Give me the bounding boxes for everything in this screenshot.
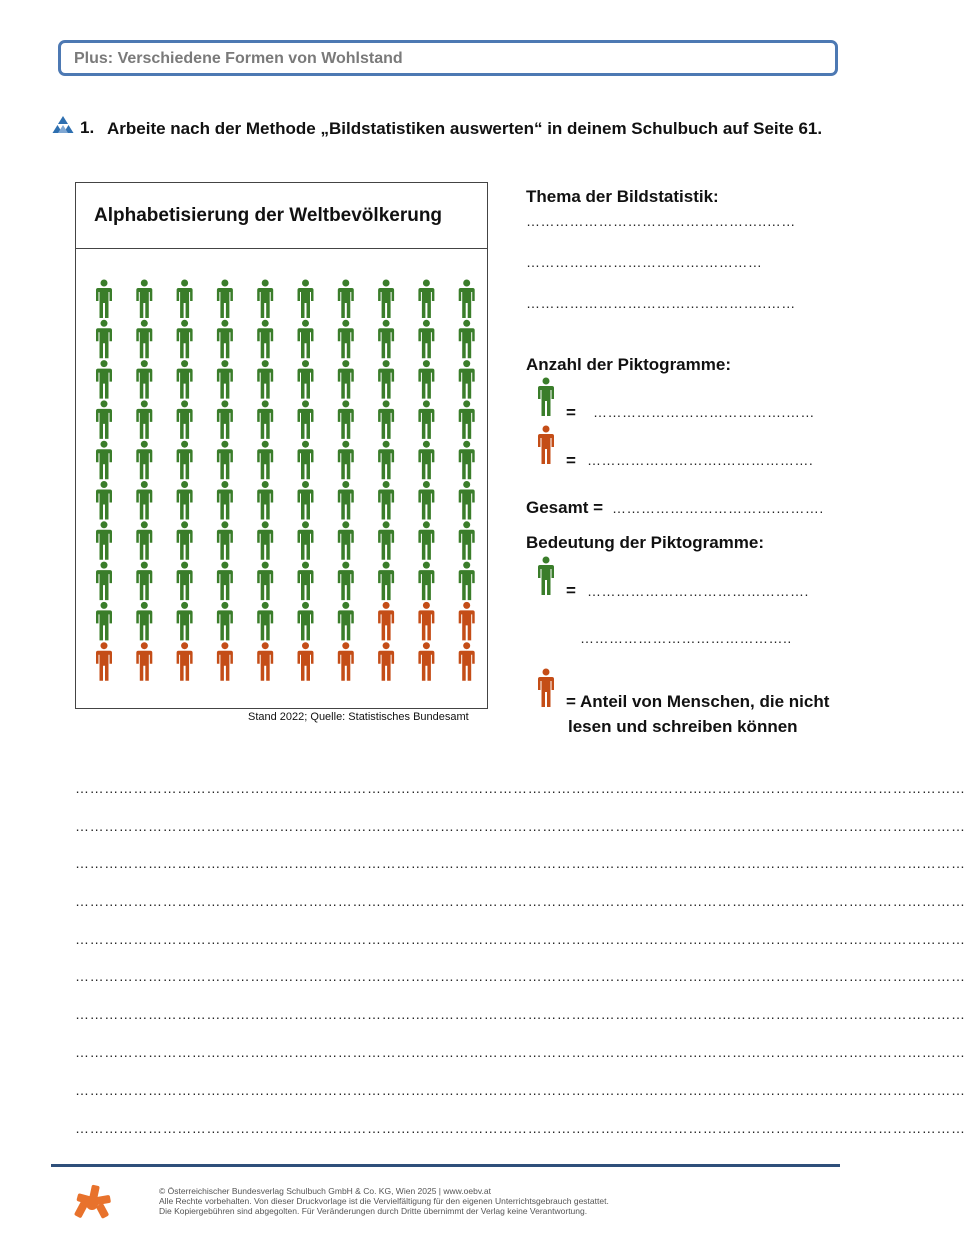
person-icon [136, 400, 152, 439]
person-icon [418, 562, 434, 601]
person-icon-green-meaning [537, 556, 555, 596]
person-icon [338, 562, 354, 601]
person-icon [257, 481, 273, 520]
person-icon [338, 642, 354, 681]
person-icon [338, 602, 354, 641]
write-line-9[interactable]: ………………………………………………………………………………………………………………………………………………………………… [75, 1082, 966, 1098]
person-icon [96, 481, 112, 520]
person-icon-orange-meaning [537, 668, 555, 708]
person-icon [217, 441, 233, 480]
gesamt-line[interactable]: …………………………….………. [612, 500, 824, 516]
gesamt-label: Gesamt = [526, 498, 604, 517]
person-icon [459, 400, 475, 439]
person-icon [338, 280, 354, 319]
anzahl-orange-line[interactable]: ……………………….………………. [587, 452, 814, 468]
person-icon [298, 400, 314, 439]
person-icon [338, 521, 354, 560]
person-icon [96, 441, 112, 480]
person-icon [298, 320, 314, 359]
person-icon [459, 360, 475, 399]
person-icon [257, 441, 273, 480]
person-icon [378, 320, 394, 359]
person-icon [418, 602, 434, 641]
write-line-7[interactable]: ………………………………………………………………………………………………………………………………………………………………… [75, 1006, 966, 1022]
person-icon [257, 642, 273, 681]
person-icon [96, 642, 112, 681]
person-icon [418, 481, 434, 520]
person-icon [136, 602, 152, 641]
footer-line-3: Die Kopiergebühren sind abgegolten. Für Veränderungen durch Dritte übernimmt der Verlag keine Verantwortung. [159, 1206, 588, 1216]
person-icon [378, 400, 394, 439]
person-icon [257, 562, 273, 601]
person-icon [177, 521, 193, 560]
person-icon [298, 360, 314, 399]
person-icon [257, 280, 273, 319]
person-icon [136, 320, 152, 359]
person-icon [338, 360, 354, 399]
person-icon [378, 602, 394, 641]
bedeutung-orange-text-1: = Anteil von Menschen, die nicht [566, 692, 830, 711]
pictogram-grid [76, 183, 487, 708]
anzahl-green-line[interactable]: ………………………………….…… [593, 404, 815, 420]
person-icon [177, 360, 193, 399]
bedeutung-orange-text-2: lesen und schreiben können [568, 717, 798, 736]
person-icon [217, 642, 233, 681]
person-icon [378, 481, 394, 520]
person-icon [217, 280, 233, 319]
person-icon [459, 441, 475, 480]
person-icon [418, 400, 434, 439]
oebv-logo-icon [72, 1184, 112, 1224]
person-icon [96, 320, 112, 359]
person-icon [217, 400, 233, 439]
person-icon [217, 562, 233, 601]
person-icon [459, 521, 475, 560]
bedeutung-green-eq: = [566, 581, 576, 600]
person-icon [378, 562, 394, 601]
footer-rule [51, 1164, 840, 1167]
write-line-4[interactable]: ………………………………………………………………………………………………………………………………………………………………… [75, 893, 966, 909]
person-icon [378, 441, 394, 480]
person-icon [136, 280, 152, 319]
person-icon [298, 562, 314, 601]
thema-line-1[interactable]: …………………………………………..…… [526, 213, 796, 229]
person-icon [177, 320, 193, 359]
chart-source: Stand 2022; Quelle: Statistisches Bundesamt [248, 711, 469, 723]
thema-line-3[interactable]: …………………………………………..…… [526, 295, 796, 311]
person-icon [459, 280, 475, 319]
person-icon [338, 320, 354, 359]
triangle-level-icon [52, 116, 74, 134]
write-line-10[interactable]: ………………………………………………………………………………………………………………………………………………………………… [75, 1120, 966, 1136]
person-icon [459, 642, 475, 681]
person-icon [177, 481, 193, 520]
person-icon [177, 562, 193, 601]
person-icon [338, 400, 354, 439]
footer-copyright [159, 1186, 609, 1216]
bedeutung-label: Bedeutung der Piktogramme: [526, 533, 765, 552]
pictogram-chart [75, 182, 488, 709]
write-line-8[interactable]: ………………………………………………………………………………………………………………………………………………………………… [75, 1044, 966, 1060]
person-icon [257, 521, 273, 560]
person-icon [96, 400, 112, 439]
thema-line-2[interactable]: ……………………………….………… [526, 254, 763, 270]
task-number: 1. [80, 118, 95, 137]
page-title: Plus: Verschiedene Formen von Wohlstand [74, 50, 403, 67]
person-icon [257, 602, 273, 641]
person-icon [136, 441, 152, 480]
person-icon [217, 360, 233, 399]
person-icon [459, 481, 475, 520]
person-icon-green-legend [537, 377, 555, 417]
bedeutung-green-line-2[interactable]: …………………………………….. [580, 630, 792, 646]
write-line-5[interactable]: ………………………………………………………………………………………………………………………………………………………………… [75, 931, 966, 947]
anzahl-green-eq: = [566, 403, 576, 422]
thema-label: Thema der Bildstatistik: [526, 187, 719, 206]
person-icon [217, 602, 233, 641]
person-icon [136, 642, 152, 681]
person-icon [378, 360, 394, 399]
person-icon [257, 400, 273, 439]
person-icon [177, 642, 193, 681]
footer-line-2: Alle Rechte vorbehalten. Von dieser Druckvorlage ist die Vervielfältigung für den eigenen Unterrichtsgebrauch gestattet. [159, 1196, 609, 1206]
person-icon [96, 562, 112, 601]
person-icon [96, 521, 112, 560]
person-icon [378, 642, 394, 681]
person-icon [177, 602, 193, 641]
person-icon [418, 280, 434, 319]
person-icon-orange-legend [537, 425, 555, 465]
person-icon [217, 320, 233, 359]
person-icon [459, 320, 475, 359]
anzahl-label: Anzahl der Piktogramme: [526, 355, 731, 374]
person-icon [217, 481, 233, 520]
chart-title: Alphabetisierung der Weltbevölkerung [94, 205, 443, 226]
person-icon [298, 602, 314, 641]
person-icon [136, 562, 152, 601]
write-line-1[interactable]: ………………………………………………………………………………………………………………………………………………………………… [75, 780, 966, 796]
person-icon [136, 521, 152, 560]
task-instruction: Arbeite nach der Methode „Bildstatistiken auswerten“ in deinem Schulbuch auf Seite 61. [107, 119, 823, 138]
person-icon [177, 400, 193, 439]
write-line-6[interactable]: ………………………………………………………………………………………………………………………………………………………………… [75, 968, 966, 984]
bedeutung-green-line-1[interactable]: ………………………………………. [587, 583, 809, 599]
person-icon [338, 481, 354, 520]
person-icon [177, 280, 193, 319]
person-icon [298, 642, 314, 681]
person-icon [418, 320, 434, 359]
person-icon [96, 360, 112, 399]
write-line-2[interactable]: ………………………………………………………………………………………………………………………………………………………………… [75, 818, 966, 834]
write-line-3[interactable]: ………………………………………………………………………………………………………………………………………………………………… [75, 855, 966, 871]
person-icon [459, 602, 475, 641]
person-icon [418, 441, 434, 480]
person-icon [257, 360, 273, 399]
person-icon [217, 521, 233, 560]
person-icon [298, 441, 314, 480]
person-icon [298, 521, 314, 560]
person-icon [418, 642, 434, 681]
person-icon [177, 441, 193, 480]
person-icon [418, 360, 434, 399]
person-icon [338, 441, 354, 480]
person-icon [378, 521, 394, 560]
person-icon [378, 280, 394, 319]
person-icon [136, 360, 152, 399]
person-icon [96, 602, 112, 641]
person-icon [96, 280, 112, 319]
footer-line-1: © Österreichischer Bundesverlag Schulbuch GmbH & Co. KG, Wien 2025 | www.oebv.at [159, 1186, 491, 1196]
person-icon [459, 562, 475, 601]
person-icon [418, 521, 434, 560]
person-icon [136, 481, 152, 520]
person-icon [298, 481, 314, 520]
person-icon [298, 280, 314, 319]
anzahl-orange-eq: = [566, 451, 576, 470]
person-icon [257, 320, 273, 359]
